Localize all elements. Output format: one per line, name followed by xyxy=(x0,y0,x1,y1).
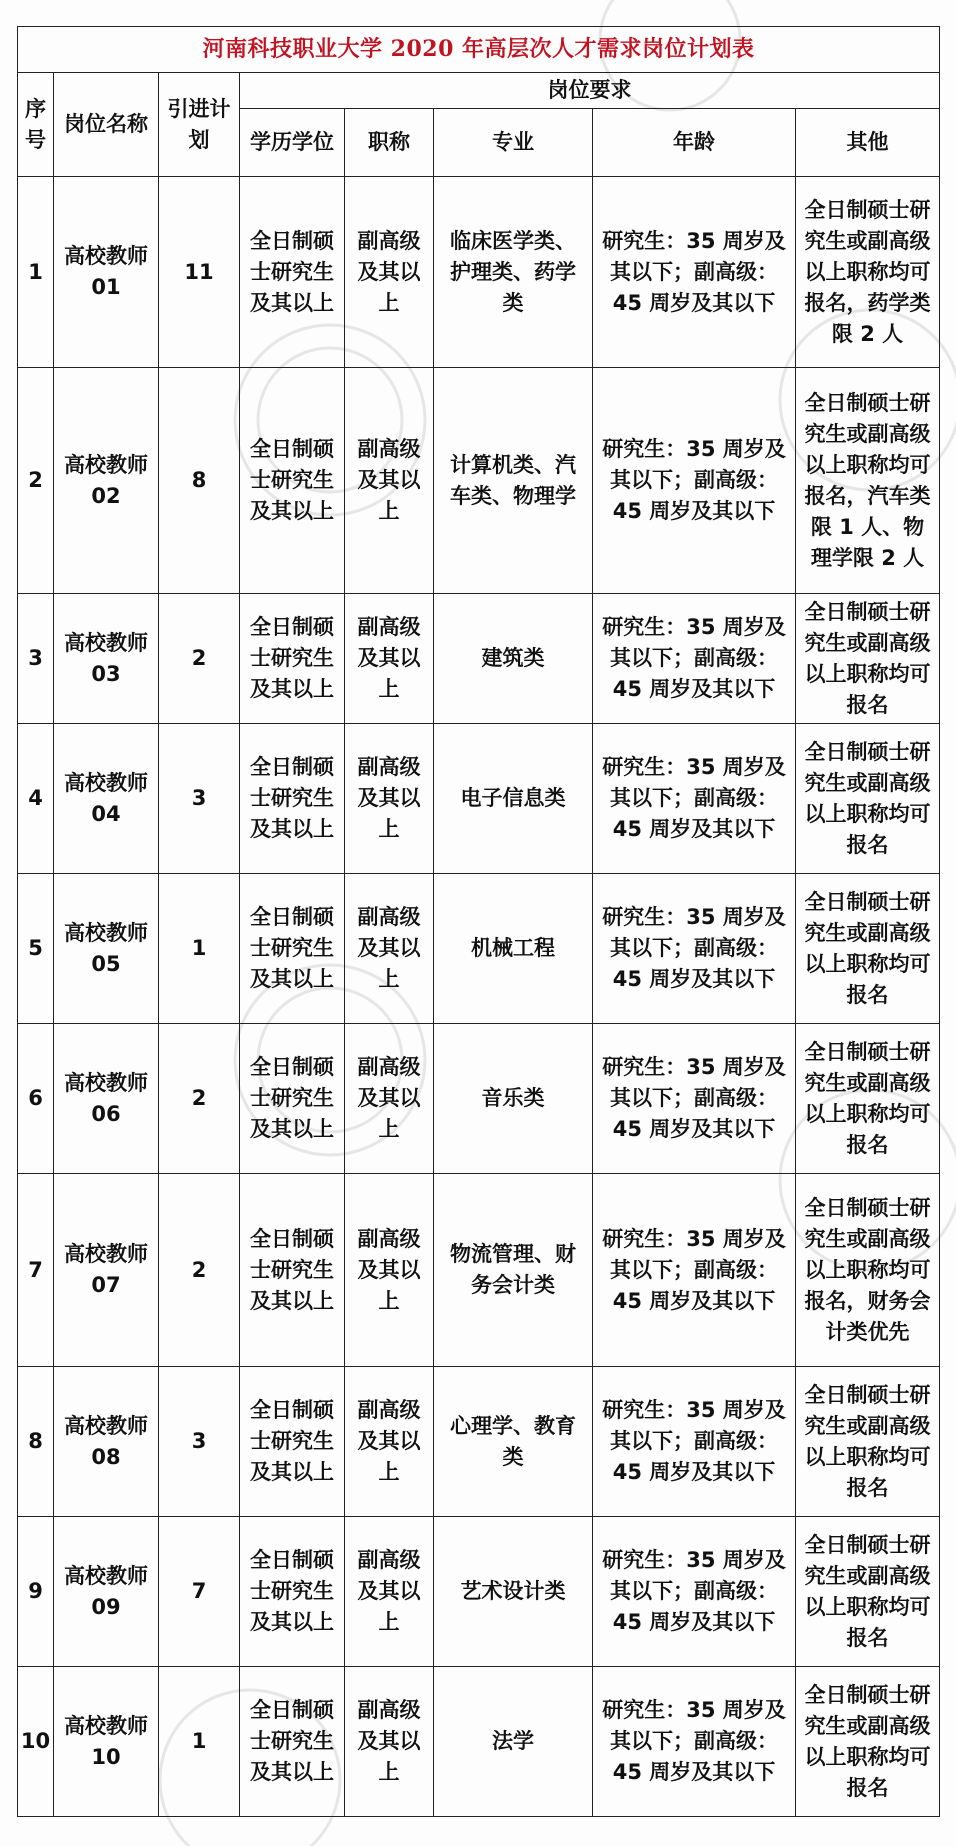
row-seq: 6 xyxy=(18,1024,54,1174)
row-rank: 副高级及其以上 xyxy=(345,177,434,368)
row-quota: 7 xyxy=(159,1517,240,1667)
row-quota: 1 xyxy=(159,1667,240,1817)
row-education: 全日制硕士研究生及其以上 xyxy=(240,1174,345,1367)
row-major: 建筑类 xyxy=(434,594,593,724)
row-quota: 1 xyxy=(159,874,240,1024)
row-seq: 7 xyxy=(18,1174,54,1367)
row-position: 高校教师10 xyxy=(54,1667,159,1817)
row-age: 研究生：35 周岁及其以下；副高级：45 周岁及其以下 xyxy=(593,177,796,368)
row-position: 高校教师08 xyxy=(54,1367,159,1517)
table-row xyxy=(18,1667,940,1817)
row-major: 法学 xyxy=(434,1667,593,1817)
row-position: 高校教师04 xyxy=(54,724,159,874)
header-rank: 职称 xyxy=(345,109,434,177)
row-rank: 副高级及其以上 xyxy=(345,1667,434,1817)
row-rank: 副高级及其以上 xyxy=(345,368,434,594)
row-quota: 3 xyxy=(159,1367,240,1517)
row-seq: 9 xyxy=(18,1517,54,1667)
row-other: 全日制硕士研究生或副高级以上职称均可报名，汽车类限 1 人、物理学限 2 人 xyxy=(796,368,940,594)
row-age: 研究生：35 周岁及其以下；副高级：45 周岁及其以下 xyxy=(593,1024,796,1174)
row-major: 艺术设计类 xyxy=(434,1517,593,1667)
row-age: 研究生：35 周岁及其以下；副高级：45 周岁及其以下 xyxy=(593,368,796,594)
row-quota: 8 xyxy=(159,368,240,594)
row-age: 研究生：35 周岁及其以下；副高级：45 周岁及其以下 xyxy=(593,1367,796,1517)
header-major: 专业 xyxy=(434,109,593,177)
row-seq: 1 xyxy=(18,177,54,368)
table-title: 河南科技职业大学 2020 年高层次人才需求岗位计划表 xyxy=(18,27,940,73)
row-seq: 8 xyxy=(18,1367,54,1517)
table-row xyxy=(18,368,940,594)
row-age: 研究生：35 周岁及其以下；副高级：45 周岁及其以下 xyxy=(593,1667,796,1817)
row-education: 全日制硕士研究生及其以上 xyxy=(240,724,345,874)
row-seq: 4 xyxy=(18,724,54,874)
row-position: 高校教师01 xyxy=(54,177,159,368)
row-age: 研究生：35 周岁及其以下；副高级：45 周岁及其以下 xyxy=(593,874,796,1024)
row-age: 研究生：35 周岁及其以下；副高级：45 周岁及其以下 xyxy=(593,1517,796,1667)
row-education: 全日制硕士研究生及其以上 xyxy=(240,368,345,594)
row-other: 全日制硕士研究生或副高级以上职称均可报名 xyxy=(796,594,940,724)
row-education: 全日制硕士研究生及其以上 xyxy=(240,874,345,1024)
row-rank: 副高级及其以上 xyxy=(345,1024,434,1174)
row-seq: 3 xyxy=(18,594,54,724)
row-education: 全日制硕士研究生及其以上 xyxy=(240,594,345,724)
row-other: 全日制硕士研究生或副高级以上职称均可报名 xyxy=(796,724,940,874)
row-quota: 2 xyxy=(159,1024,240,1174)
row-other: 全日制硕士研究生或副高级以上职称均可报名 xyxy=(796,1024,940,1174)
row-position: 高校教师03 xyxy=(54,594,159,724)
row-education: 全日制硕士研究生及其以上 xyxy=(240,177,345,368)
header-age: 年龄 xyxy=(593,109,796,177)
row-education: 全日制硕士研究生及其以上 xyxy=(240,1367,345,1517)
row-other: 全日制硕士研究生或副高级以上职称均可报名，药学类限 2 人 xyxy=(796,177,940,368)
header-education: 学历学位 xyxy=(240,109,345,177)
row-education: 全日制硕士研究生及其以上 xyxy=(240,1517,345,1667)
row-quota: 2 xyxy=(159,1174,240,1367)
header-seq: 序号 xyxy=(18,73,54,177)
row-rank: 副高级及其以上 xyxy=(345,1517,434,1667)
row-position: 高校教师09 xyxy=(54,1517,159,1667)
row-major: 临床医学类、护理类、药学类 xyxy=(434,177,593,368)
recruitment-plan-table xyxy=(17,26,940,1817)
row-age: 研究生：35 周岁及其以下；副高级：45 周岁及其以下 xyxy=(593,724,796,874)
header-requirements: 岗位要求 xyxy=(240,73,940,109)
row-quota: 2 xyxy=(159,594,240,724)
table-row xyxy=(18,874,940,1024)
row-seq: 5 xyxy=(18,874,54,1024)
row-education: 全日制硕士研究生及其以上 xyxy=(240,1024,345,1174)
row-other: 全日制硕士研究生或副高级以上职称均可报名 xyxy=(796,1667,940,1817)
row-rank: 副高级及其以上 xyxy=(345,1174,434,1367)
row-quota: 11 xyxy=(159,177,240,368)
row-age: 研究生：35 周岁及其以下；副高级：45 周岁及其以下 xyxy=(593,1174,796,1367)
row-other: 全日制硕士研究生或副高级以上职称均可报名 xyxy=(796,1367,940,1517)
row-rank: 副高级及其以上 xyxy=(345,874,434,1024)
row-rank: 副高级及其以上 xyxy=(345,724,434,874)
row-position: 高校教师07 xyxy=(54,1174,159,1367)
header-position: 岗位名称 xyxy=(54,73,159,177)
row-rank: 副高级及其以上 xyxy=(345,594,434,724)
row-position: 高校教师02 xyxy=(54,368,159,594)
row-major: 电子信息类 xyxy=(434,724,593,874)
row-seq: 10 xyxy=(18,1667,54,1817)
table-row xyxy=(18,594,940,724)
table-row xyxy=(18,1517,940,1667)
row-major: 计算机类、汽车类、物理学 xyxy=(434,368,593,594)
row-quota: 3 xyxy=(159,724,240,874)
row-other: 全日制硕士研究生或副高级以上职称均可报名，财务会计类优先 xyxy=(796,1174,940,1367)
row-position: 高校教师05 xyxy=(54,874,159,1024)
row-major: 物流管理、财务会计类 xyxy=(434,1174,593,1367)
header-other: 其他 xyxy=(796,109,940,177)
row-major: 心理学、教育类 xyxy=(434,1367,593,1517)
row-rank: 副高级及其以上 xyxy=(345,1367,434,1517)
table-row xyxy=(18,177,940,368)
table-row xyxy=(18,1174,940,1367)
row-position: 高校教师06 xyxy=(54,1024,159,1174)
row-major: 机械工程 xyxy=(434,874,593,1024)
table-row xyxy=(18,724,940,874)
row-major: 音乐类 xyxy=(434,1024,593,1174)
header-quota: 引进计划 xyxy=(159,73,240,177)
row-other: 全日制硕士研究生或副高级以上职称均可报名 xyxy=(796,1517,940,1667)
table-row xyxy=(18,1367,940,1517)
row-seq: 2 xyxy=(18,368,54,594)
table-row xyxy=(18,1024,940,1174)
row-other: 全日制硕士研究生或副高级以上职称均可报名 xyxy=(796,874,940,1024)
row-education: 全日制硕士研究生及其以上 xyxy=(240,1667,345,1817)
row-age: 研究生：35 周岁及其以下；副高级：45 周岁及其以下 xyxy=(593,594,796,724)
